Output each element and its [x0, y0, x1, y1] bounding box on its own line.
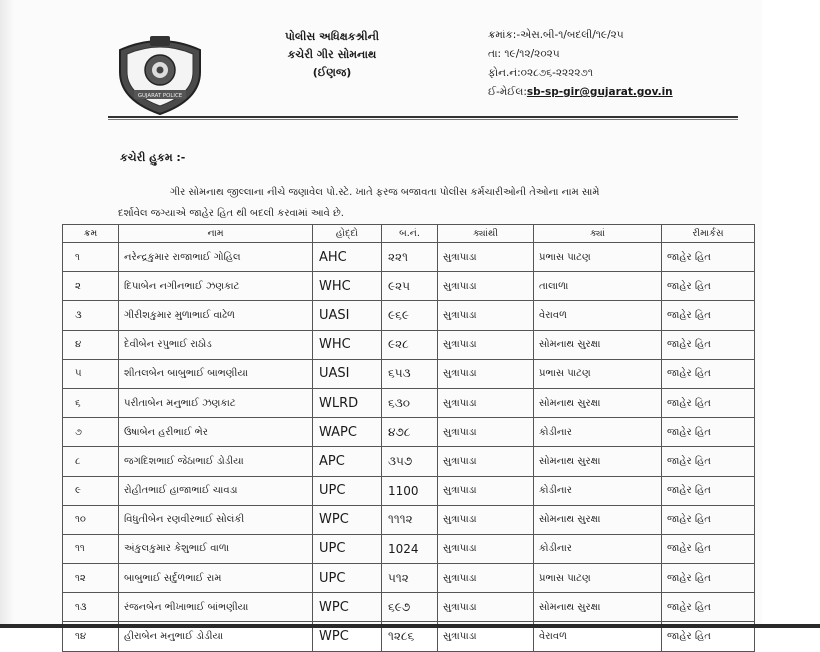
table-row — [63, 418, 755, 447]
cell-remarks: જાહેર હિત — [662, 534, 755, 563]
cell-to: સોમનાથ સુરક્ષા — [534, 505, 662, 534]
cell-from: સુત્રાપાડા — [438, 505, 534, 534]
cell-remarks: જાહેર હિત — [662, 593, 755, 622]
cell-buckle: ૨૨૧ — [382, 243, 438, 272]
office-line-2: કચેરી ગીર સોમનાથ — [287, 48, 377, 61]
office-heading — [262, 28, 402, 82]
table-row — [63, 243, 755, 272]
cell-name: વિધુતીબેન રણવીરભાઈ સોલંકી — [119, 505, 313, 534]
table-row — [63, 564, 755, 593]
reference-number: ક્રમાંક:-એસ.બી-૧/બદલી/૧૯/૨૫ — [488, 29, 624, 41]
paragraph-line-1: ગીર સોમનાથ જીલ્લાના નીચે જણાવેલ પો.સ્ટે. ખાતે ફરજ બજાવતા પોલીસ કર્મચારીઓની તેઓના નામ સામે — [170, 187, 600, 198]
header-divider-thin — [108, 119, 738, 120]
reference-date: તા: ૧૯/૧૨/૨૦૨૫ — [488, 48, 560, 60]
cell-sr: ૯ — [63, 476, 119, 505]
cell-name: પરીતાબેન મનુભાઈ ઝણકાટ — [119, 388, 313, 417]
cell-buckle: ૯૨૫ — [382, 272, 438, 301]
cell-remarks: જાહેર હિત — [662, 301, 755, 330]
police-emblem-icon — [112, 28, 208, 118]
cell-buckle: ૯૨૮ — [382, 330, 438, 359]
cell-name: રોહીતભાઈ હાજાભાઈ ચાવડા — [119, 476, 313, 505]
right-margin — [762, 0, 820, 628]
cell-designation: WLRD — [313, 388, 382, 417]
cell-remarks: જાહેર હિત — [662, 564, 755, 593]
order-paragraph — [118, 182, 758, 224]
cell-name: જગદિશભાઈ જેઠાભાઈ ડોડીયા — [119, 447, 313, 476]
cell-designation: WHC — [313, 330, 382, 359]
header-col-buckle-no: બ.નં. — [382, 225, 438, 243]
cell-sr: ૪ — [63, 330, 119, 359]
cell-remarks: જાહેર હિત — [662, 330, 755, 359]
cell-buckle: ૬૯૭ — [382, 593, 438, 622]
cell-designation: WPC — [313, 593, 382, 622]
cell-designation: WAPC — [313, 418, 382, 447]
cell-sr: ૧ — [63, 243, 119, 272]
header-col-designation: હોદ્દો — [313, 225, 382, 243]
cell-remarks: જાહેર હિત — [662, 622, 755, 651]
cell-name: ઉષાબેન હરીભાઈ ભેર — [119, 418, 313, 447]
cell-designation: UPC — [313, 564, 382, 593]
cell-buckle: ૬૫૩ — [382, 359, 438, 388]
cell-name: હીરાબેન મનુભાઈ ડોડીયા — [119, 622, 313, 651]
cell-to: વેરાવળ — [534, 301, 662, 330]
email-label: ઈ-મેઈલ: — [488, 86, 527, 98]
cell-to: સોમનાથ સુરક્ષા — [534, 330, 662, 359]
table-row — [63, 534, 755, 563]
cell-to: પ્રભાસ પાટણ — [534, 359, 662, 388]
cell-from: સુત્રાપાડા — [438, 622, 534, 651]
table-row — [63, 593, 755, 622]
cell-name: રંજનબેન ભીખાભાઈ બાંભણીયા — [119, 593, 313, 622]
cell-from: સુત્રાપાડા — [438, 359, 534, 388]
cell-buckle: 1100 — [382, 476, 438, 505]
cell-remarks: જાહેર હિત — [662, 505, 755, 534]
cell-to: સોમનાથ સુરક્ષા — [534, 593, 662, 622]
cell-designation: UASI — [313, 301, 382, 330]
email-link[interactable]: sb-sp-gir@gujarat.gov.in — [526, 86, 673, 98]
cell-name: શીતલબેન બાબુભાઈ બાભણીયા — [119, 359, 313, 388]
cell-remarks: જાહેર હિત — [662, 243, 755, 272]
order-title: કચેરી હુકમ :- — [120, 151, 186, 164]
office-line-1: પોલીસ અધિક્ષકશ્રીની — [285, 30, 379, 43]
cell-name: બાબુભાઈ સર્દુળભાઈ રામ — [119, 564, 313, 593]
cell-designation: AHC — [313, 243, 382, 272]
paragraph-line-2: દર્શાવેલ જગ્યાએ જાહેર હિત થી બદલી કરવામાં આવે છે. — [118, 208, 344, 219]
cell-name: અંકુલકુમાર કેશુભાઈ વાળા — [119, 534, 313, 563]
cell-designation: UASI — [313, 359, 382, 388]
cell-to: કોડીનાર — [534, 418, 662, 447]
table-row — [63, 359, 755, 388]
cell-buckle: ૪૭૮ — [382, 418, 438, 447]
cell-remarks: જાહેર હિત — [662, 476, 755, 505]
header-col-to: ક્યાં — [534, 225, 662, 243]
cell-to: સોમનાથ સુરક્ષા — [534, 388, 662, 417]
cell-from: સુત્રાપાડા — [438, 330, 534, 359]
cell-sr: ૧૪ — [63, 622, 119, 651]
cell-sr: ૮ — [63, 447, 119, 476]
cell-from: સુત્રાપાડા — [438, 564, 534, 593]
cell-to: તાલાળા — [534, 272, 662, 301]
cell-sr: ૬ — [63, 388, 119, 417]
cell-name: ગીરીશકુમાર મુળાભાઈ વાઢેળ — [119, 301, 313, 330]
cell-sr: ૧૧ — [63, 534, 119, 563]
cell-buckle: ૧૨૮૬ — [382, 622, 438, 651]
cell-sr: ૧૦ — [63, 505, 119, 534]
table-row — [63, 447, 755, 476]
cell-remarks: જાહેર હિત — [662, 359, 755, 388]
cell-sr: ૭ — [63, 418, 119, 447]
cell-designation: UPC — [313, 534, 382, 563]
table-body — [63, 243, 755, 652]
cell-buckle: 1024 — [382, 534, 438, 563]
cell-to: કોડીનાર — [534, 534, 662, 563]
table-row — [63, 272, 755, 301]
cell-from: સુત્રાપાડા — [438, 272, 534, 301]
header-col-name: નામ — [119, 225, 313, 243]
cell-remarks: જાહેર હિત — [662, 272, 755, 301]
header-col-from: ક્યાંથી — [438, 225, 534, 243]
cell-designation: APC — [313, 447, 382, 476]
cell-to: સોમનાથ સુરક્ષા — [534, 447, 662, 476]
cell-designation: WPC — [313, 622, 382, 651]
cell-remarks: જાહેર હિત — [662, 388, 755, 417]
cell-remarks: જાહેર હિત — [662, 447, 755, 476]
table-row — [63, 388, 755, 417]
table-header-row — [63, 225, 755, 243]
header-divider — [108, 116, 738, 118]
cell-from: સુત્રાપાડા — [438, 418, 534, 447]
cell-name: દેવીબેન રપુભાઈ રાઠોડ — [119, 330, 313, 359]
header-col-remarks: રીમાર્કસ — [662, 225, 755, 243]
cell-from: સુત્રાપાડા — [438, 476, 534, 505]
cell-to: વેરાવળ — [534, 622, 662, 651]
cell-buckle: ૧૧૧૨ — [382, 505, 438, 534]
email-line — [488, 83, 728, 102]
cell-remarks: જાહેર હિત — [662, 418, 755, 447]
cell-buckle: ૬૩૦ — [382, 388, 438, 417]
cell-to: કોડીનાર — [534, 476, 662, 505]
cell-from: સુત્રાપાડા — [438, 447, 534, 476]
cell-from: સુત્રાપાડા — [438, 301, 534, 330]
table-row — [63, 330, 755, 359]
cell-sr: ૧૩ — [63, 593, 119, 622]
cell-designation: UPC — [313, 476, 382, 505]
bottom-bar — [0, 624, 820, 628]
page-edge-shadow — [0, 0, 14, 628]
cell-buckle: ૯૬૯ — [382, 301, 438, 330]
cell-to: પ્રભાસ પાટણ — [534, 564, 662, 593]
cell-from: સુત્રાપાડા — [438, 243, 534, 272]
office-line-3: (ઈણજ) — [312, 66, 352, 79]
header-col-serial: ક્રમ — [63, 225, 119, 243]
reference-block — [488, 26, 728, 102]
cell-designation: WPC — [313, 505, 382, 534]
cell-sr: ૫ — [63, 359, 119, 388]
cell-name: દિપાબેન નગીનભાઈ ઝણકાટ — [119, 272, 313, 301]
cell-to: પ્રભાસ પાટણ — [534, 243, 662, 272]
phone-number: ફોન.નં:૦૨૮૭૬-૨૨૨૨૭૧ — [488, 67, 593, 79]
emblem-banner-text: GUJARAT POLICE — [137, 93, 183, 99]
table-row — [63, 476, 755, 505]
cell-sr: ૧૨ — [63, 564, 119, 593]
transfer-table — [62, 224, 755, 652]
cell-from: સુત્રાપાડા — [438, 593, 534, 622]
cell-designation: WHC — [313, 272, 382, 301]
cell-from: સુત્રાપાડા — [438, 534, 534, 563]
cell-buckle: ૫૧૨ — [382, 564, 438, 593]
table-row — [63, 505, 755, 534]
cell-buckle: ૩૫૭ — [382, 447, 438, 476]
cell-from: સુત્રાપાડા — [438, 388, 534, 417]
cell-sr: ૨ — [63, 272, 119, 301]
cell-name: નરેન્દ્રકુમાર રાજાભાઈ ગોહિલ — [119, 243, 313, 272]
table-row — [63, 301, 755, 330]
cell-sr: ૩ — [63, 301, 119, 330]
